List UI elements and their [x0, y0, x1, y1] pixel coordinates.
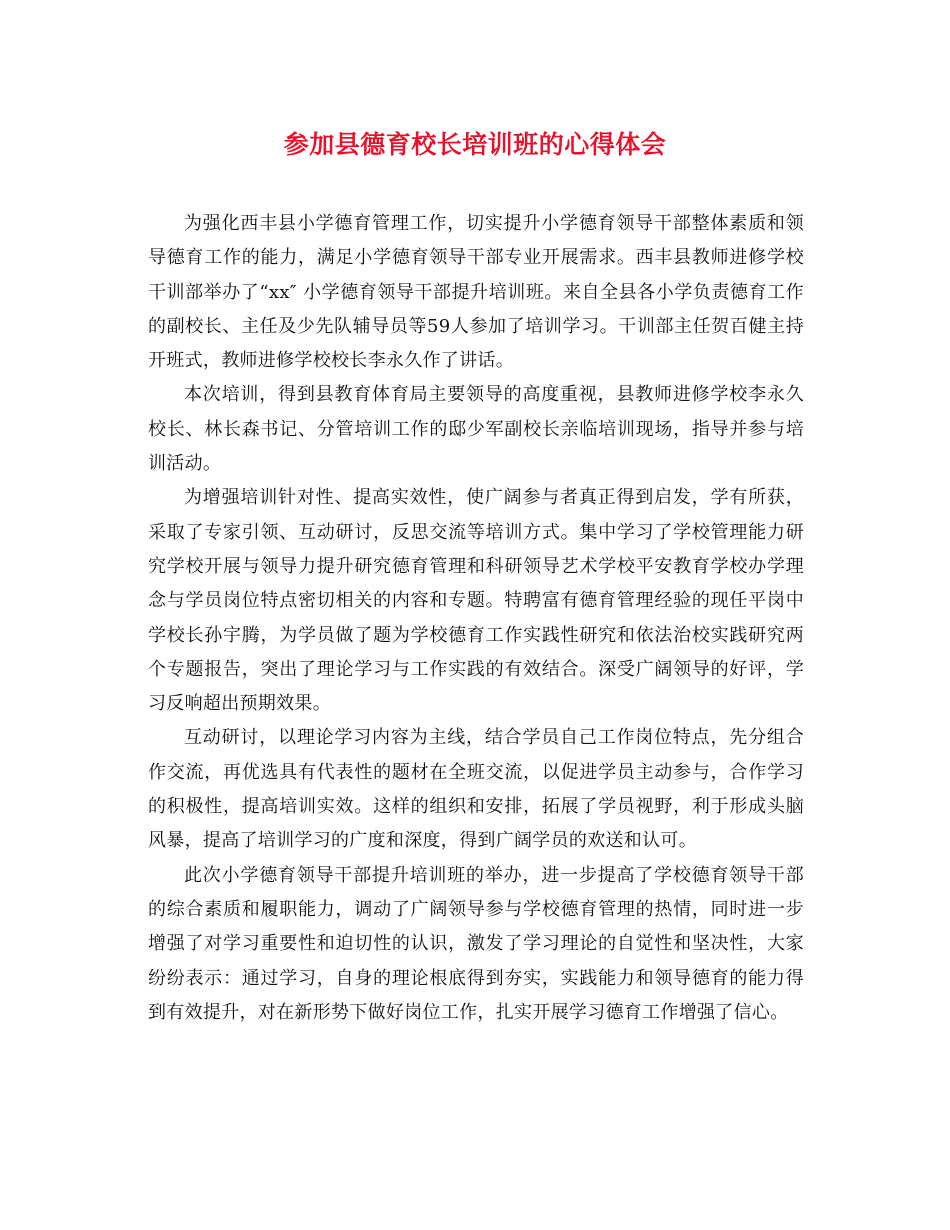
paragraph-2: 本次培训，得到县教育体育局主要领导的高度重视，县教师进修学校李永久校长、林长森书记、分管培训工作的邸少军副校长亲临培训现场，指导并参与培训活动。 [148, 384, 804, 475]
paragraph-5: 此次小学德育领导干部提升培训班的举办，进一步提高了学校德育领导干部的综合素质和履职能力，调动了广阔领导参与学校德育管理的热情，同时进一步增强了对学习重要性和迫切性的认识，激发了学习理论的自觉性和坚决性，大家纷纷表示：通过学习，自身的理论根底得到夯实，实践能力和领导德育的能力得到有效提升，对在新形势下做好岗位工作，扎实开展学习德育工作增强了信心。 [148, 864, 804, 1023]
document-body [148, 207, 804, 1030]
paragraph-1: 为强化西丰县小学德育管理工作，切实提升小学德育领导干部整体素质和领导德育工作的能力，满足小学德育领导干部专业开展需求。西丰县教师进修学校干训部举办了“xx″ 小学德育领导干部提升培训班。来自全县各小学负责德育工作的副校长、主任及少先队辅导员等59人参加了培训学习。干训部主任贺百健主持开班式，教师进修学校校长李永久作了讲话。 [148, 213, 804, 372]
paragraph-4: 互动研讨，以理论学习内容为主线，结合学员自己工作岗位特点，先分组合作交流，再优选具有代表性的题材在全班交流，以促进学员主动参与，合作学习的积极性，提高培训实效。这样的组织和安排，拓展了学员视野，利于形成头脑风暴，提高了培训学习的广度和深度，得到广阔学员的欢送和认可。 [148, 727, 804, 852]
paragraph-3: 为增强培训针对性、提高实效性，使广阔参与者真正得到启发，学有所获，采取了专家引领、互动研讨，反思交流等培训方式。集中学习了学校管理能力研究学校开展与领导力提升研究德育管理和科研领导艺术学校平安教育学校办学理念与学员岗位特点密切相关的内容和专题。特聘富有德育管理经验的现任平岗中学校长孙宇腾，为学员做了题为学校德育工作实践性研究和依法治校实践研究两个专题报告，突出了理论学习与工作实践的有效结合。深受广阔领导的好评，学习反响超出预期效果。 [148, 487, 804, 715]
document-title: 参加县德育校长培训班的心得体会 [283, 130, 667, 159]
